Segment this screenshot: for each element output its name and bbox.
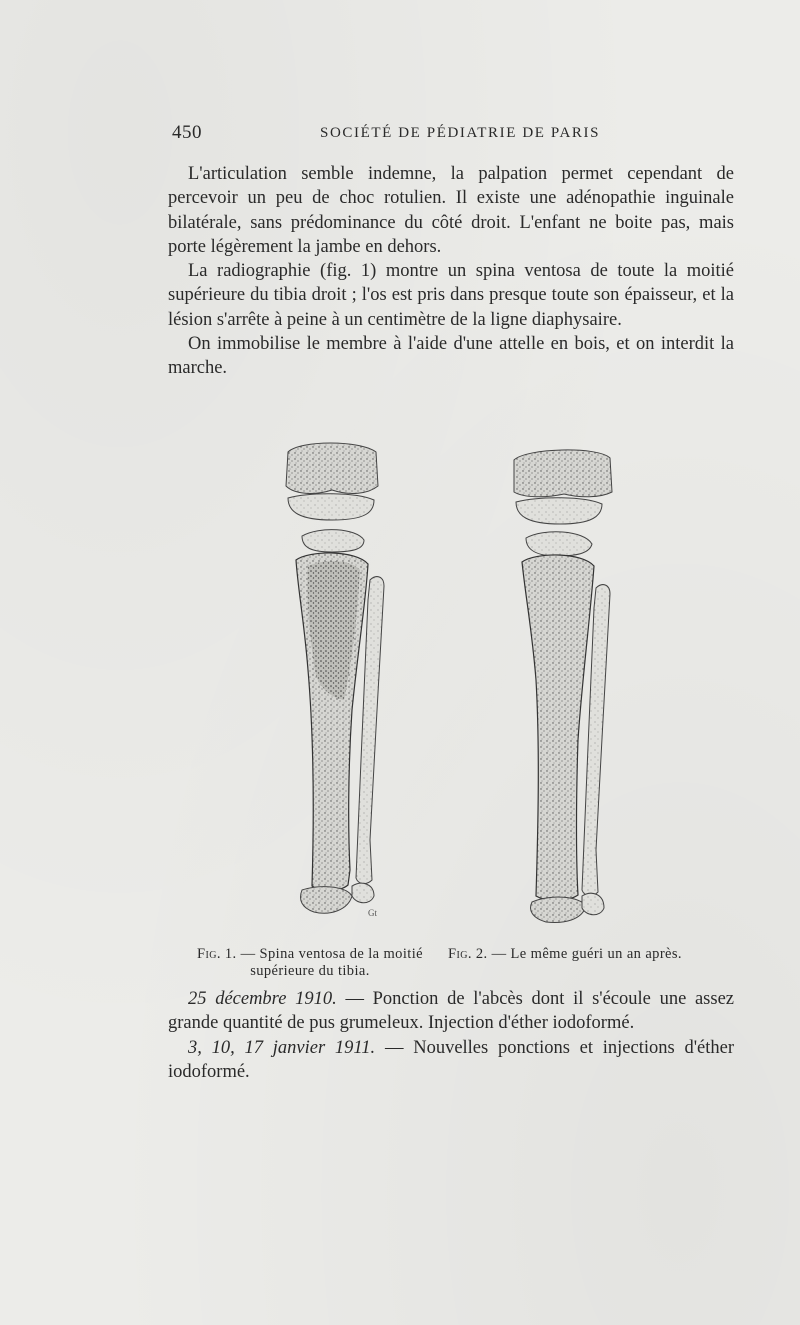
figure-1-caption-text: — Spina ventosa de la moitié supérieure du tibia. bbox=[240, 946, 423, 979]
entry-text: — Ponction de l'abcès dont il s'écoule une assez grande quantité de pus grumeleux. Injection d'éther iodoformé. bbox=[168, 989, 734, 1034]
figure-1-caption bbox=[190, 946, 430, 980]
figure-2-label: Fig. 2. bbox=[448, 946, 488, 962]
femur-condyles-1 bbox=[286, 443, 378, 493]
page-header bbox=[172, 122, 732, 150]
figure-2-caption bbox=[446, 946, 684, 963]
epiphysis-femur-2 bbox=[516, 498, 602, 524]
tibia-epiphysis-1 bbox=[302, 530, 364, 552]
figure-1-drawing bbox=[286, 443, 384, 918]
entry-text: — Nouvelles ponctions et injections d'éther iodoformé. bbox=[168, 1037, 735, 1082]
figure-2-caption-text: — Le même guéri un an après. bbox=[491, 946, 682, 962]
running-head: SOCIÉTÉ DE PÉDIATRIE DE PARIS bbox=[320, 125, 601, 141]
figure-1-label: Fig. 1. bbox=[197, 946, 237, 962]
body-text-top bbox=[168, 162, 734, 381]
figure-illustrations bbox=[180, 440, 680, 945]
femur-condyles-2 bbox=[514, 450, 612, 497]
page-number: 450 bbox=[172, 122, 202, 143]
ankle-bones-1 bbox=[301, 887, 353, 914]
entry-december-1910 bbox=[168, 987, 734, 1036]
paragraph-radiography: La radiographie (fig. 1) montre un spina ventosa de toute la moitié supérieure du tibia droit ; l'os est pris dans presque toute son épaisseur, et la lésion s'arrête à peine à un centimètre de la ligne diaphysaire. bbox=[168, 261, 734, 330]
lateral-malleolus-2 bbox=[582, 893, 604, 914]
figure-2-drawing bbox=[514, 450, 612, 923]
tibia-epiphysis-2 bbox=[526, 532, 592, 556]
ankle-bones-2 bbox=[531, 897, 586, 922]
entry-january-1911 bbox=[168, 1036, 734, 1085]
lateral-malleolus-1 bbox=[352, 883, 374, 903]
paragraph-immobilisation: On immobilise le membre à l'aide d'une attelle en bois, et on interdit la marche. bbox=[168, 334, 734, 379]
body-text-bottom bbox=[168, 987, 734, 1084]
entry-date: 3, 10, 17 janvier 1911. bbox=[188, 1037, 376, 1058]
entry-date: 25 décembre 1910. bbox=[188, 989, 337, 1009]
artist-signature: Gt bbox=[368, 908, 377, 918]
paragraph-examination: L'articulation semble indemne, la palpation permet cependant de percevoir un peu de choc rotulien. Il existe une adénopathie inguinale bilatérale, sans prédominance du côté droit. L'enfant ne boite pas, mais porte légèrement la jambe en dehors. bbox=[168, 164, 734, 257]
epiphysis-femur-1 bbox=[288, 494, 374, 520]
tibia-2 bbox=[522, 555, 594, 900]
